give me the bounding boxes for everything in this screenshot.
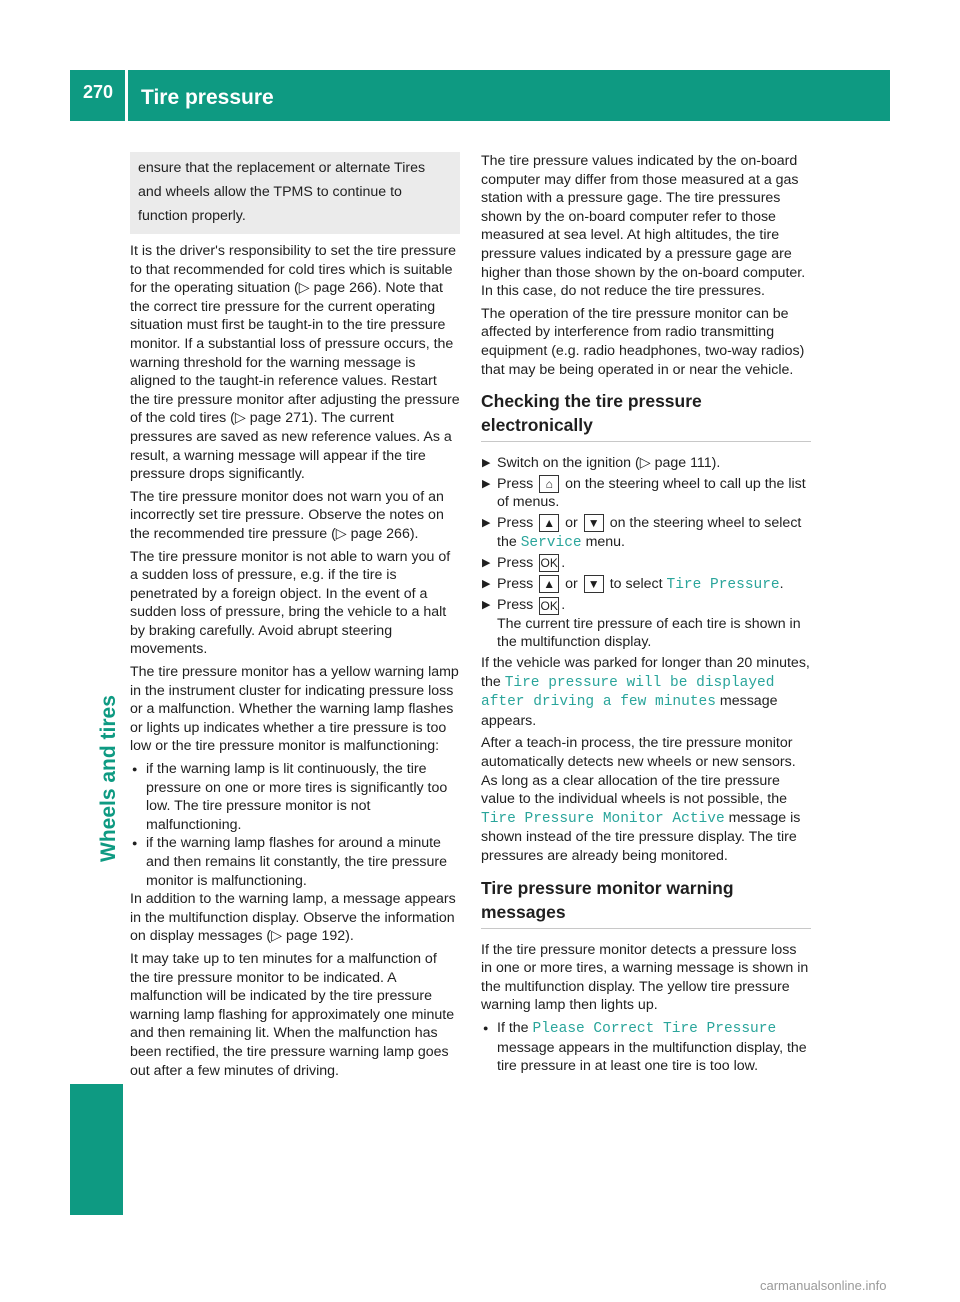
up-key-icon: ▲	[539, 575, 559, 593]
step-result: The current tire pressure of each tire is shown in the multifunction display.	[497, 615, 801, 651]
step-item	[481, 475, 811, 512]
right-column	[481, 152, 811, 1076]
section-heading-checking: Checking the tire pressure electronically	[481, 389, 811, 442]
step-item	[481, 596, 811, 652]
step-text: or	[565, 514, 578, 531]
step-item	[481, 454, 811, 473]
side-tab-label: Wheels and tires	[97, 695, 120, 862]
footer-site: carmanualsonline.info	[760, 1278, 887, 1293]
list-text: message appears in the multifunction display, the tire pressure in at least one tire is too low.	[497, 1039, 807, 1075]
step-text: .	[561, 597, 566, 614]
paragraph: It may take up to ten minutes for a malfunction of the tire pressure monitor to be indicated. A malfunction will be indicated by the tire pressure warning lamp flashing for approximately one minute and then remaining lit. When the malfunction has been rectified, the tire pressure warning lamp goes out after a few minutes of driving.	[130, 950, 455, 1079]
steps-list	[481, 454, 811, 652]
down-key-icon: ▼	[584, 514, 604, 532]
step-text: Press	[497, 555, 534, 572]
step-text: .	[779, 575, 784, 592]
step-text: on the steering wheel to select the	[497, 514, 802, 550]
page-title: Tire pressure	[141, 86, 274, 109]
step-text: Press	[497, 575, 534, 592]
home-key-icon: ⌂	[539, 475, 559, 493]
step-text: Press	[497, 597, 534, 614]
paragraph: The tire pressure monitor has a yellow warning lamp in the instrument cluster for indicating pressure loss or a malfunction. Whether the warning lamp flashes or lights up indicates whether a tire pressure is too low or the tire pressure monitor is malfunctioning:	[130, 664, 459, 755]
list-item	[481, 1019, 811, 1076]
side-tab-block	[70, 1084, 123, 1215]
list-text: If the	[497, 1019, 529, 1036]
display-message: Tire Pressure Monitor Active	[481, 810, 725, 827]
menu-name-service: Service	[520, 534, 582, 551]
paragraph	[481, 734, 811, 865]
section-heading-warnings: Tire pressure monitor warning messages	[481, 876, 811, 929]
step-text: Press	[497, 475, 534, 492]
ok-key-icon: OK	[540, 556, 558, 571]
warning-messages-list	[481, 1019, 811, 1076]
warning-lamp-list	[130, 760, 460, 890]
step-item	[481, 554, 811, 573]
step-text: Switch on the ignition (▷ page 111).	[497, 455, 721, 472]
ok-key-icon: OK	[540, 598, 558, 613]
paragraph	[481, 654, 811, 730]
note-box: ensure that the replacement or alternate Tires and wheels allow the TPMS to continue to function properly.	[130, 152, 460, 234]
step-item	[481, 514, 811, 552]
page-number: 270	[82, 82, 114, 102]
down-key-icon: ▼	[584, 575, 604, 593]
list-item: ● if the warning lamp flashes for around a minute and then remains lit constantly, the tire pressure monitor is malfunctioning.	[130, 834, 460, 890]
paragraph-text: message is shown instead of the tire pressure display. The tire pressures are already being monitored.	[481, 809, 801, 864]
step-text: menu.	[585, 533, 625, 550]
step-text: .	[561, 555, 566, 572]
paragraph: The operation of the tire pressure monitor can be affected by interference from radio transmitting equipment (e.g. radio headphones, two-way radios) that may be being operated in or near the vehicle.	[481, 305, 805, 378]
up-key-icon: ▲	[539, 514, 559, 532]
paragraph: The tire pressure values indicated by the on-board computer may differ from those measured at a gas station with a pressure gage. The tire pressures shown by the on-board computer refer to those measured at sea level. At high altitudes, the tire pressure values indicated by a pressure gage are higher than those shown by the on-board computer. In this case, do not reduce the tire pressures.	[481, 153, 806, 300]
display-message: Tire pressure will be displayed after driving a few minutes	[481, 674, 775, 711]
paragraph: If the tire pressure monitor detects a pressure loss in one or more tires, a warning message is shown in the multifunction display. The yellow tire pressure warning lamp then lights up.	[481, 941, 809, 1014]
display-message: Please Correct Tire Pressure	[532, 1020, 777, 1037]
menu-name-tire-pressure: Tire Pressure	[666, 576, 780, 593]
paragraph-text: If the vehicle was parked for longer than 20 minutes, the	[481, 655, 810, 690]
step-text: Press	[497, 514, 534, 531]
step-text: on the steering wheel to call up the list of menus.	[497, 475, 806, 511]
paragraph: In addition to the warning lamp, a message appears in the multifunction display. Observe the information on display messages (▷ page 192).	[130, 891, 456, 945]
paragraph-text: After a teach-in process, the tire pressure monitor automatically detects new wheels or new sensors. As long as a clear allocation of the tire pressure value to the individual wheels is not possible, the	[481, 735, 796, 808]
step-text: to select	[609, 575, 663, 592]
paragraph: It is the driver's responsibility to set the tire pressure to that recommended for cold tires which is suitable for the operating situation (▷ page 266). Note that the correct tire pressure for the current operating situation must first be taught-in to the tire pressure monitor. If a substantial loss of pressure occurs, the warning threshold for the warning message is aligned to the taught-in reference values. Restart the tire pressure monitor after adjusting the pressure of the cold tires (▷ page 271). The current pressures are saved as new reference values. As a result, a warning message will appear if the tire pressure drops significantly.	[130, 243, 460, 483]
paragraph: The tire pressure monitor does not warn you of an incorrectly set tire pressure. Observe the notes on the recommended tire pressure (▷ page 266).	[130, 488, 444, 542]
left-column	[130, 152, 460, 1084]
step-item	[481, 575, 811, 595]
step-text: or	[565, 575, 578, 592]
list-item: ● if the warning lamp is lit continuously, the tire pressure on one or more tires is significantly too low. The tire pressure monitor is not malfunctioning.	[130, 760, 460, 834]
header-divider	[125, 70, 128, 121]
paragraph: The tire pressure monitor is not able to warn you of a sudden loss of pressure, e.g. if the tire is penetrated by a foreign object. In the event of a sudden loss of pressure, bring the vehicle to a halt by braking carefully. Avoid abrupt steering movements.	[130, 548, 451, 658]
paragraph-text: message appears.	[481, 693, 778, 729]
